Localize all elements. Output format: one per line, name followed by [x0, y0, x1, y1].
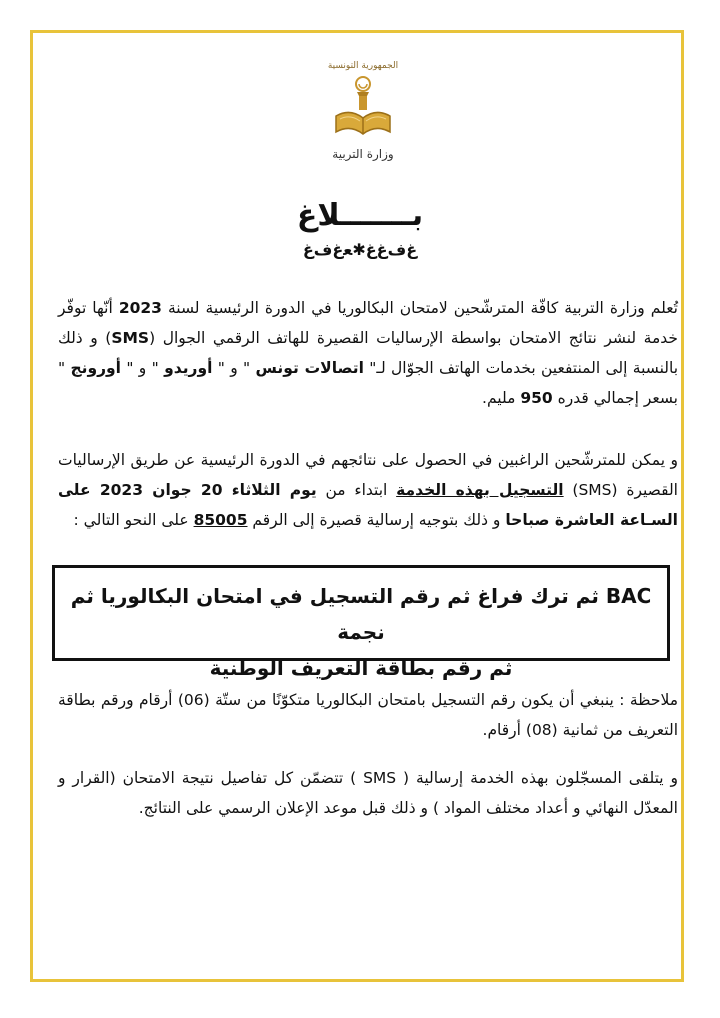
start-date: يوم الثلاثاء 20 جوان 2023 على السـاعة العاشرة صباحا: [58, 481, 678, 529]
page-title: بـــــــلاغ: [296, 198, 424, 233]
ministry-label: وزارة التربية: [332, 147, 394, 161]
registration-phrase: التسجيل بهذه الخدمة: [396, 481, 564, 499]
sms-format-box: [52, 565, 670, 680]
sms-format-line-1: BAC ثم ترك فراغ ثم رقم التسجيل في امتحان البكالوريا ثم نجمة: [70, 584, 652, 644]
ministry-logo: [318, 60, 408, 168]
hijri-date: ﻍﻑﻍﻍ✱ﻌﻍﻑﻍ: [302, 240, 418, 259]
note-paragraph: ملاحظة : ينبغي أن يكون رقم التسجيل بامتحان البكالوريا متكوّنًا من ستّة (06) أرقام ورقم بطاقة التعريف من ثمانية (08) أرقام.: [58, 691, 679, 739]
republic-label: الجمهورية التونسية: [327, 61, 399, 71]
sms-format-line-2: ثم رقم بطاقة التعريف الوطنية: [209, 656, 513, 680]
paragraph-2: و يمكن للمترشّحين الراغبين في الحصول على نتائجهم في الدورة الرئيسية عن طريق الإرساليات القصيرة (SMS) التسجيل بهذه الخدمة ابتداء من يوم الثلاثاء 20 جوان 2023 على السـاعة العاشرة صباحا و ذلك بتوجيه إرسالية قصيرة إلى الرقم 85005 على النحو التالي :: [58, 451, 678, 529]
paragraph-1: تُعلم وزارة التربية كافّة المترشّحين لامتحان البكالوريا في الدورة الرئيسية لسنة 2023 أنّها توفّر خدمة لنشر نتائج الامتحان بواسطة الإرساليات القصيرة للهاتف الرقمي الجوال (SMS) و ذلك بالنسبة إلى المنتفعين بخدمات الهاتف الجوّال لـ" اتصالات تونس " و " أوريدو " و " أورونج " بسعر إجمالي قدره 950 مليم.: [58, 299, 679, 407]
paragraph-4: و يتلقى المسجّلون بهذه الخدمة إرسالية ( SMS ) تتضمّن كل تفاصيل نتيجة الامتحان (القرار و المعدّل النهائي و أعداد مختلف المواد ) و ذلك قبل موعد الإعلان الرسمي على النتائج.: [58, 769, 678, 817]
tunisia-ministry-emblem-icon: [328, 72, 398, 142]
sms-number: 85005: [193, 511, 248, 529]
note-label: ملاحظة: [629, 691, 679, 709]
